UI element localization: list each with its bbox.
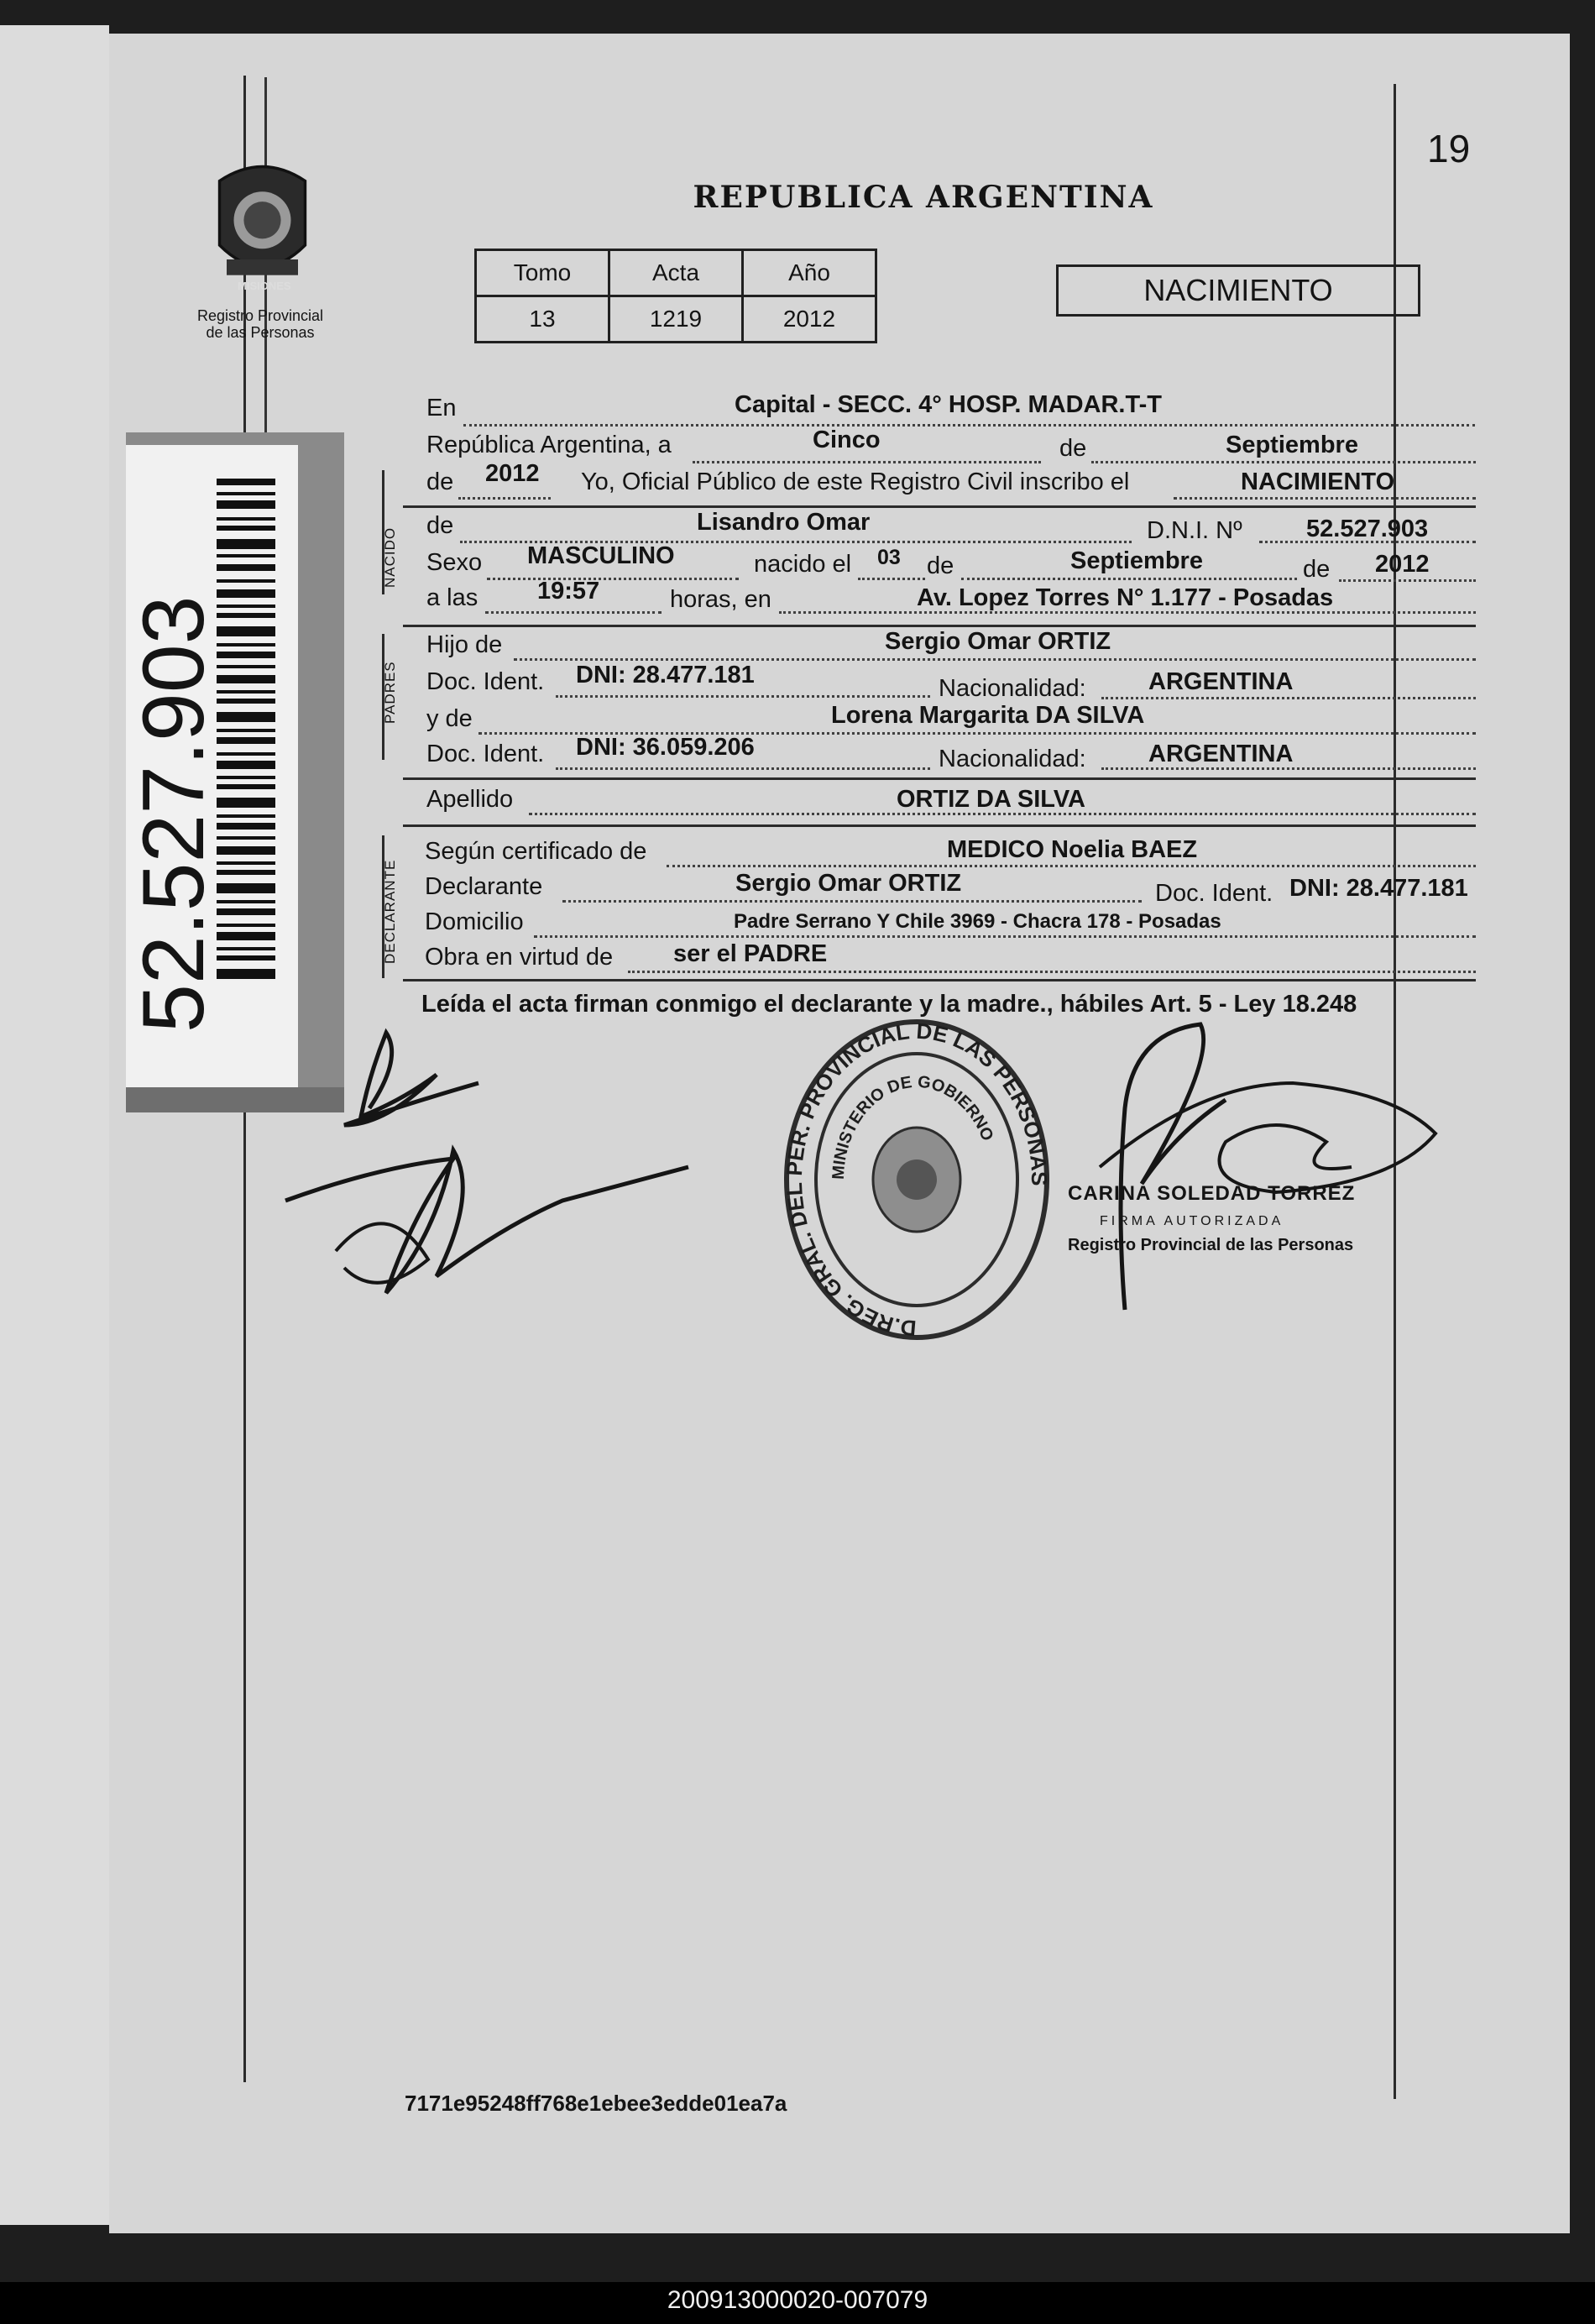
value-sexo: MASCULINO	[527, 542, 675, 569]
table-value-tomo: 13	[476, 296, 609, 343]
registry-caption	[164, 307, 357, 341]
side-label-nacido: NACIDO	[382, 526, 398, 588]
label-de-nombre: de	[426, 512, 454, 539]
record-table-header	[476, 250, 876, 296]
value-padre-doc: DNI: 28.477.181	[576, 662, 755, 688]
value-madre-nacionalidad: ARGENTINA	[1148, 741, 1294, 767]
label-nacionalidad-madre: Nacionalidad:	[939, 746, 1086, 772]
label-dni: D.N.I. Nº	[1147, 517, 1242, 544]
country-title: REPUBLICA ARGENTINA	[693, 180, 1154, 215]
registry-caption-line1: Registro Provincial	[196, 307, 324, 324]
label-republica-a: República Argentina, a	[426, 432, 672, 458]
label-de-mes: de	[1059, 435, 1087, 462]
table-header-anio: Año	[743, 250, 876, 296]
side-label-declarante: DECLARANTE	[382, 859, 398, 964]
label-nacido-el: nacido el	[754, 551, 852, 578]
official-stamp-icon	[777, 1012, 1058, 1348]
official-registry: Registro Provincial de las Personas	[1068, 1236, 1354, 1254]
value-hora: 19:57	[537, 578, 600, 605]
label-doc-padre: Doc. Ident.	[426, 668, 545, 695]
record-table	[474, 249, 877, 343]
label-yo-oficial: Yo, Oficial Público de este Registro Civil inscribo el	[581, 468, 1130, 495]
barcode-icon	[217, 470, 275, 991]
label-y-de: y de	[426, 705, 473, 732]
side-label-padres: PADRES	[382, 661, 398, 724]
value-padre: Sergio Omar ORTIZ	[885, 628, 1111, 655]
label-declarante: Declarante	[425, 873, 543, 900]
label-apellido: Apellido	[426, 786, 514, 813]
label-obra-en-virtud: Obra en virtud de	[425, 944, 614, 971]
value-nombre: Lisandro Omar	[697, 509, 871, 536]
label-sexo: Sexo	[426, 549, 483, 576]
label-domicilio: Domicilio	[425, 908, 524, 935]
value-tipo: NACIMIENTO	[1241, 468, 1395, 495]
value-domicilio: Padre Serrano Y Chile 3969 - Chacra 178 - Posadas	[734, 910, 1221, 933]
label-hijo-de: Hijo de	[426, 631, 503, 658]
barcode-number: 52.527.903	[125, 595, 222, 1033]
label-de-nacido-mes: de	[927, 552, 954, 579]
value-nacido-mes: Septiembre	[1070, 547, 1203, 574]
page-number: 19	[1427, 127, 1471, 170]
value-anio: 2012	[485, 460, 540, 487]
value-obra-en-virtud: ser el PADRE	[673, 940, 828, 967]
record-table-values	[476, 296, 876, 343]
signature-declarante-icon	[285, 1024, 722, 1310]
value-lugar-nacimiento: Av. Lopez Torres N° 1.177 - Posadas	[917, 584, 1334, 611]
value-padre-nacionalidad: ARGENTINA	[1148, 668, 1294, 695]
label-segun-certificado: Según certificado de	[425, 838, 647, 865]
value-certificado: MEDICO Noelia BAEZ	[947, 836, 1198, 863]
act-type-box: NACIMIENTO	[1056, 264, 1420, 317]
value-madre-doc: DNI: 36.059.206	[576, 734, 755, 761]
value-dia: Cinco	[813, 427, 881, 453]
label-doc-madre: Doc. Ident.	[426, 741, 545, 767]
left-page-edge	[0, 25, 109, 2225]
value-nacido-anio: 2012	[1375, 551, 1430, 578]
value-mes: Septiembre	[1226, 432, 1358, 458]
table-value-anio: 2012	[743, 296, 876, 343]
signature-official-icon	[1075, 999, 1452, 1310]
table-header-tomo: Tomo	[476, 250, 609, 296]
official-role: FIRMA AUTORIZADA	[1100, 1214, 1284, 1228]
value-apellido: ORTIZ DA SILVA	[897, 786, 1086, 813]
label-horas-en: horas, en	[670, 586, 771, 613]
value-declarante: Sergio Omar ORTIZ	[735, 870, 962, 897]
label-a-las: a las	[426, 584, 478, 611]
registry-caption-line2: de las Personas	[206, 324, 315, 341]
label-de-anio: de	[426, 468, 454, 495]
label-en: En	[426, 395, 457, 421]
footer-id: 200913000020-007079	[667, 2286, 928, 2314]
stamp-outer-text: D.REG. GRAL. DEL PER. PROVINCIAL DE LAS PERSONAS	[781, 1018, 1053, 1342]
official-name: CARINA SOLEDAD TORREZ	[1068, 1182, 1356, 1205]
table-header-acta: Acta	[609, 250, 743, 296]
label-nacionalidad-padre: Nacionalidad:	[939, 675, 1086, 702]
document-hash: 7171e95248ff768e1ebee3edde01ea7a	[405, 2091, 787, 2116]
value-dni: 52.527.903	[1306, 516, 1429, 542]
closing-text: Leída el acta firman conmigo el declarante y la madre., hábiles Art. 5 - Ley 18.248	[421, 991, 1357, 1018]
value-declarante-doc: DNI: 28.477.181	[1289, 875, 1468, 902]
value-madre: Lorena Margarita DA SILVA	[831, 702, 1145, 729]
value-nacido-dia: 03	[877, 546, 901, 569]
table-value-acta: 1219	[609, 296, 743, 343]
emblem-text: MISIONES	[238, 280, 291, 292]
label-de-nacido-anio: de	[1303, 556, 1331, 583]
value-lugar: Capital - SECC. 4° HOSP. MADAR.T-T	[735, 391, 1162, 418]
stamp-inner-text: MINISTERIO DE GOBIERNO	[829, 1072, 997, 1180]
label-doc-declarante: Doc. Ident.	[1155, 880, 1273, 907]
